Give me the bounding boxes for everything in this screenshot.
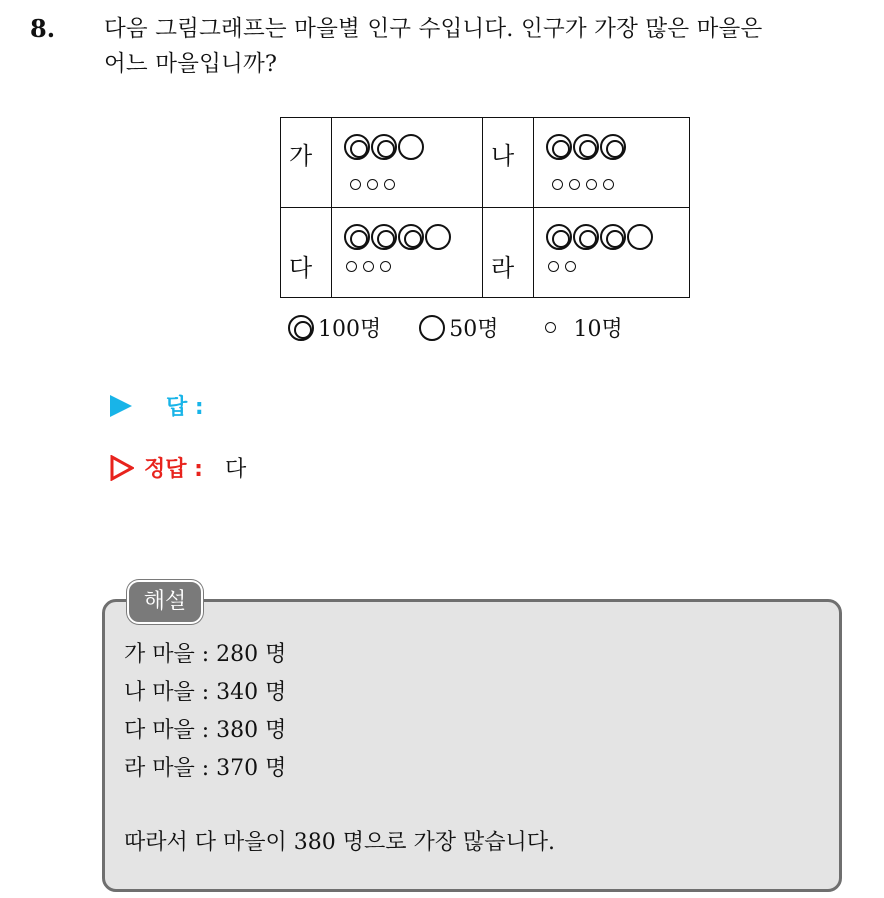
double-circle-icon [344,134,370,160]
double-circle-icon [344,224,370,250]
explanation-lines [124,636,286,788]
legend-label: 10명 [573,317,623,342]
village-name: 라 [491,254,515,282]
small-circle-icon [569,179,580,190]
circle-icon [627,224,653,250]
legend-item-100 [288,312,381,343]
small-circle-icon [586,179,597,190]
village-symbols-cell [534,118,690,208]
village-name-cell [281,118,332,208]
small-circle-icon [384,179,395,190]
correct-answer-value: 다 [224,457,247,482]
small-circle-icon [548,261,559,272]
explanation-line: 라 마을 : 370 명 [124,756,287,781]
double-circle-icon [371,134,397,160]
explanation-line: 다 마을 : 380 명 [124,718,287,743]
village-symbols [332,208,482,297]
small-circle-icon [565,261,576,272]
question-line-2: 어느 마을입니까? [104,51,278,77]
explanation-line: 가 마을 : 280 명 [124,642,287,667]
circle-icon [398,134,424,160]
village-symbols [534,208,689,297]
village-symbols-cell [534,208,690,298]
double-circle-icon [398,224,424,250]
double-circle-icon [573,134,599,160]
question-number: 8. [30,14,56,43]
small-circle-icon [552,179,563,190]
legend-label: 50명 [449,317,499,342]
small-circle-icon [346,261,357,272]
double-circle-icon [600,134,626,160]
village-symbols-cell [332,118,483,208]
double-circle-icon [371,224,397,250]
question-text [104,12,874,82]
circle-icon [419,315,445,341]
double-circle-icon [600,224,626,250]
village-name: 가 [289,142,313,170]
village-name: 나 [491,142,515,170]
double-circle-icon [546,134,572,160]
legend-item-50 [419,312,498,343]
legend-label: 100명 [318,317,382,342]
correct-answer-label: 정답 : [144,457,203,482]
village-name-cell [483,118,534,208]
small-circle-icon [545,322,556,333]
circle-icon [425,224,451,250]
legend-item-10 [537,312,623,343]
village-name: 다 [289,254,313,282]
outline-triangle-icon [110,455,134,481]
small-circle-icon [363,261,374,272]
question-line-1: 다음 그림그래프는 마을별 인구 수입니다. 인구가 가장 많은 마을은 [104,16,763,42]
explanation-line: 나 마을 : 340 명 [124,680,287,705]
village-symbols [332,118,482,207]
small-circle-icon [380,261,391,272]
answer-label: 답 : [166,395,204,420]
double-circle-icon [546,224,572,250]
small-circle-icon [603,179,614,190]
village-symbols [534,118,689,207]
village-name-cell [281,208,332,298]
double-circle-icon [573,224,599,250]
answer-row [110,390,204,421]
village-symbols-cell [332,208,483,298]
pictograph-legend [288,312,661,343]
explanation-conclusion: 따라서 다 마을이 380 명으로 가장 많습니다. [124,830,555,855]
small-circle-icon [350,179,361,190]
village-name-cell [483,208,534,298]
double-circle-icon [288,315,314,341]
explanation-tag: 해설 [127,580,203,624]
correct-answer-row [110,452,246,483]
small-circle-icon [367,179,378,190]
play-triangle-icon [110,395,132,417]
pictograph-table [280,117,690,298]
